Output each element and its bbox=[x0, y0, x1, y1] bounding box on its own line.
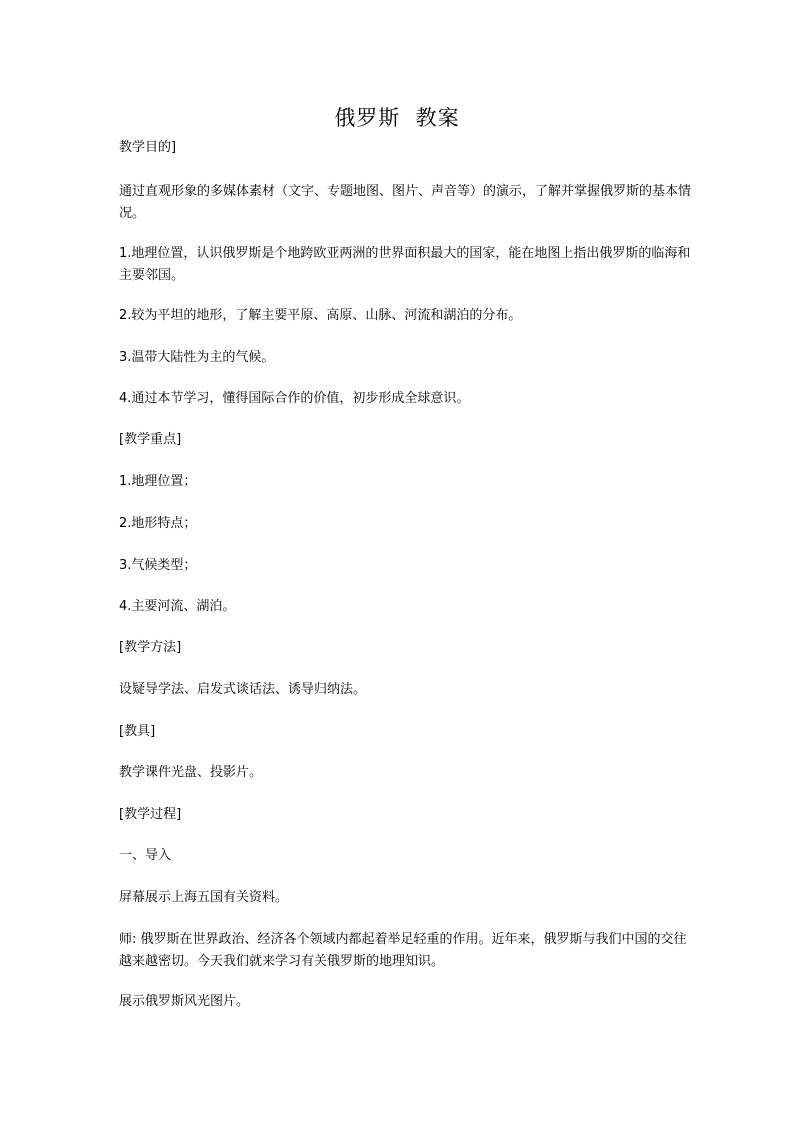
paragraph-purpose-4: 4.通过本节学习，懂得国际合作的价值，初步形成全球意识。 bbox=[119, 391, 470, 406]
paragraph-methods: 设疑导学法、启发式谈话法、诱导归纳法。 bbox=[119, 682, 367, 697]
paragraph-purpose-3: 3.温带大陆性为主的气候。 bbox=[119, 350, 275, 365]
paragraph-key-points-heading: [教学重点] bbox=[119, 432, 182, 447]
paragraph-purpose-1: 1.地理位置，认识俄罗斯是个地跨欧亚两洲的世界面积最大的国家，能在地图上指出俄罗斯的临海和主要邻国。 bbox=[119, 246, 691, 283]
paragraph-key-point-1: 1.地理位置； bbox=[119, 474, 197, 489]
paragraph-process-show-materials: 屏幕展示上海五国有关资料。 bbox=[119, 890, 289, 905]
paragraph-tools: 教学课件光盘、投影片。 bbox=[119, 765, 263, 780]
paragraph-key-point-2: 2.地形特点； bbox=[119, 516, 197, 531]
paragraph-teaching-purpose-intro: 通过直观形象的多媒体素材（文字、专题地图、图片、声音等）的演示，了解并掌握俄罗斯的基本情况。 bbox=[119, 184, 692, 221]
paragraph-methods-heading: [教学方法] bbox=[119, 640, 182, 655]
paragraph-key-point-3: 3.气候类型； bbox=[119, 558, 197, 573]
paragraph-process-intro-heading: 一、导入 bbox=[119, 848, 172, 863]
paragraph-process-heading: [教学过程] bbox=[119, 807, 182, 822]
paragraph-teacher-speech: 师: 俄罗斯在世界政治、经济各个领域内都起着举足轻重的作用。近年来，俄罗斯与我们中国的交往越来越密切。今天我们就来学习有关俄罗斯的地理知识。 bbox=[119, 932, 687, 969]
paragraph-teaching-purpose-heading: 教学目的] bbox=[119, 140, 177, 155]
paragraph-purpose-2: 2.较为平坦的地形，了解主要平原、高原、山脉、河流和湖泊的分布。 bbox=[119, 308, 522, 323]
paragraph-key-point-4: 4.主要河流、湖泊。 bbox=[119, 599, 236, 614]
paragraph-show-pictures: 展示俄罗斯风光图片。 bbox=[119, 994, 250, 1009]
document-title: 俄罗斯 教案 bbox=[334, 106, 460, 130]
paragraph-tools-heading: [教具] bbox=[119, 724, 156, 739]
